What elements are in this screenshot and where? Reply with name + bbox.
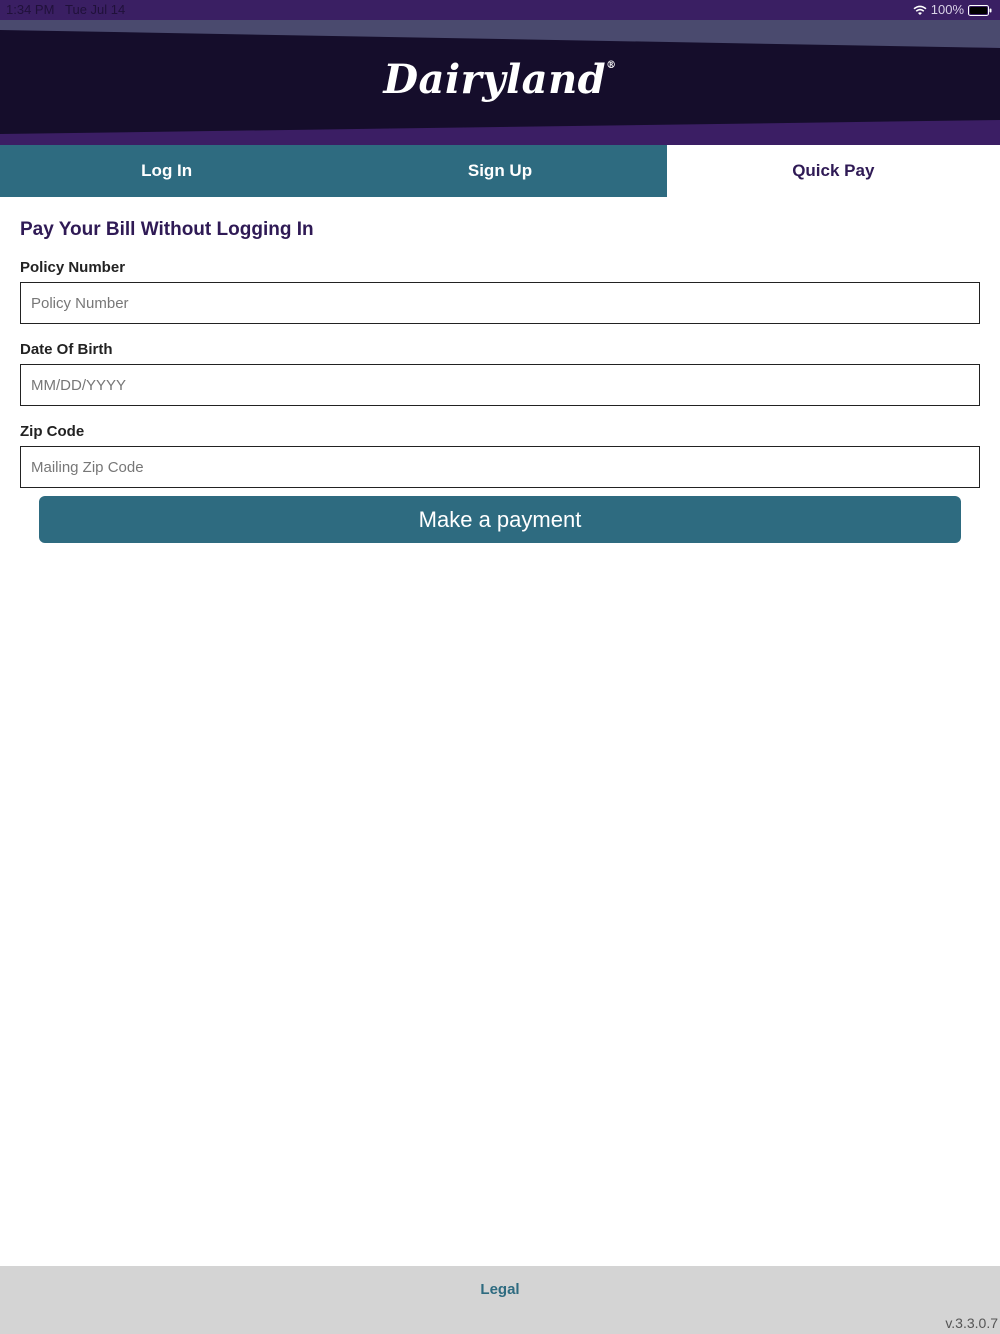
policy-number-label: Policy Number — [20, 259, 126, 276]
tab-log-in[interactable]: Log In — [0, 145, 333, 197]
tab-quick-pay[interactable]: Quick Pay — [667, 145, 1000, 197]
status-date: Tue Jul 14 — [65, 2, 126, 17]
app-header — [0, 20, 1000, 145]
auth-tabs — [0, 145, 1000, 197]
date-of-birth-label: Date Of Birth — [20, 341, 113, 358]
status-time-date — [6, 0, 125, 20]
status-indicators — [913, 0, 992, 20]
dairyland-logo — [0, 56, 1000, 103]
footer — [0, 1266, 1000, 1334]
make-payment-button[interactable]: Make a payment — [39, 496, 961, 543]
registered-mark: ® — [606, 60, 617, 71]
policy-number-input[interactable] — [20, 282, 980, 324]
wifi-icon — [913, 5, 927, 16]
form-title: Pay Your Bill Without Logging In — [20, 219, 314, 240]
date-of-birth-input[interactable] — [20, 364, 980, 406]
app-version: v.3.3.0.7 — [945, 1315, 998, 1331]
status-bar — [0, 0, 1000, 20]
logo-text: Dairyland — [383, 56, 607, 103]
battery-percent: 100% — [930, 2, 964, 17]
zip-code-label: Zip Code — [20, 423, 85, 440]
status-time: 1:34 PM — [6, 2, 55, 17]
quick-pay-form — [20, 197, 980, 488]
tab-sign-up[interactable]: Sign Up — [333, 145, 666, 197]
zip-code-input[interactable] — [20, 446, 980, 488]
battery-icon — [968, 5, 992, 16]
legal-link[interactable]: Legal — [480, 1281, 520, 1298]
